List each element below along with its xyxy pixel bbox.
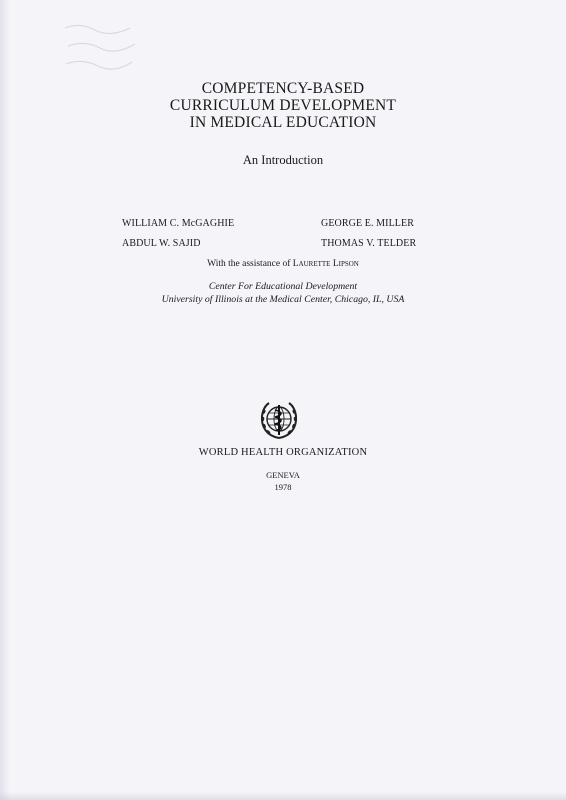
institution-line-1: Center For Educational Development [208, 281, 358, 292]
scan-bottom-edge [0, 792, 566, 800]
place: GENEVA [266, 470, 300, 480]
author-sajid: ABDUL W. SAJID [122, 238, 201, 249]
institution [0, 281, 566, 306]
handwritten-marks [60, 18, 150, 78]
subtitle: An Introduction [242, 153, 324, 167]
title-line-3: IN MEDICAL EDUCATION [189, 114, 377, 131]
book-title [0, 80, 566, 131]
who-emblem-icon [258, 399, 300, 441]
author-miller: GEORGE E. MILLER [321, 218, 414, 229]
author-mcgaghie: WILLIAM C. McGAGHIE [122, 218, 235, 229]
imprint [0, 469, 566, 493]
title-line-1: COMPETENCY-BASED [201, 80, 365, 97]
title-line-2: CURRICULUM DEVELOPMENT [169, 97, 397, 114]
institution-line-2: University of Illinois at the Medical Center, Chicago, IL, USA [161, 293, 405, 305]
publisher: WORLD HEALTH ORGANIZATION [198, 447, 368, 458]
assistant-name: Laurette Lipson [292, 259, 359, 269]
assistance-line [0, 259, 566, 269]
author-telder: THOMAS V. TELDER [321, 238, 417, 249]
year: 1978 [274, 482, 292, 492]
assistance-prefix: With the assistance of [207, 259, 293, 269]
